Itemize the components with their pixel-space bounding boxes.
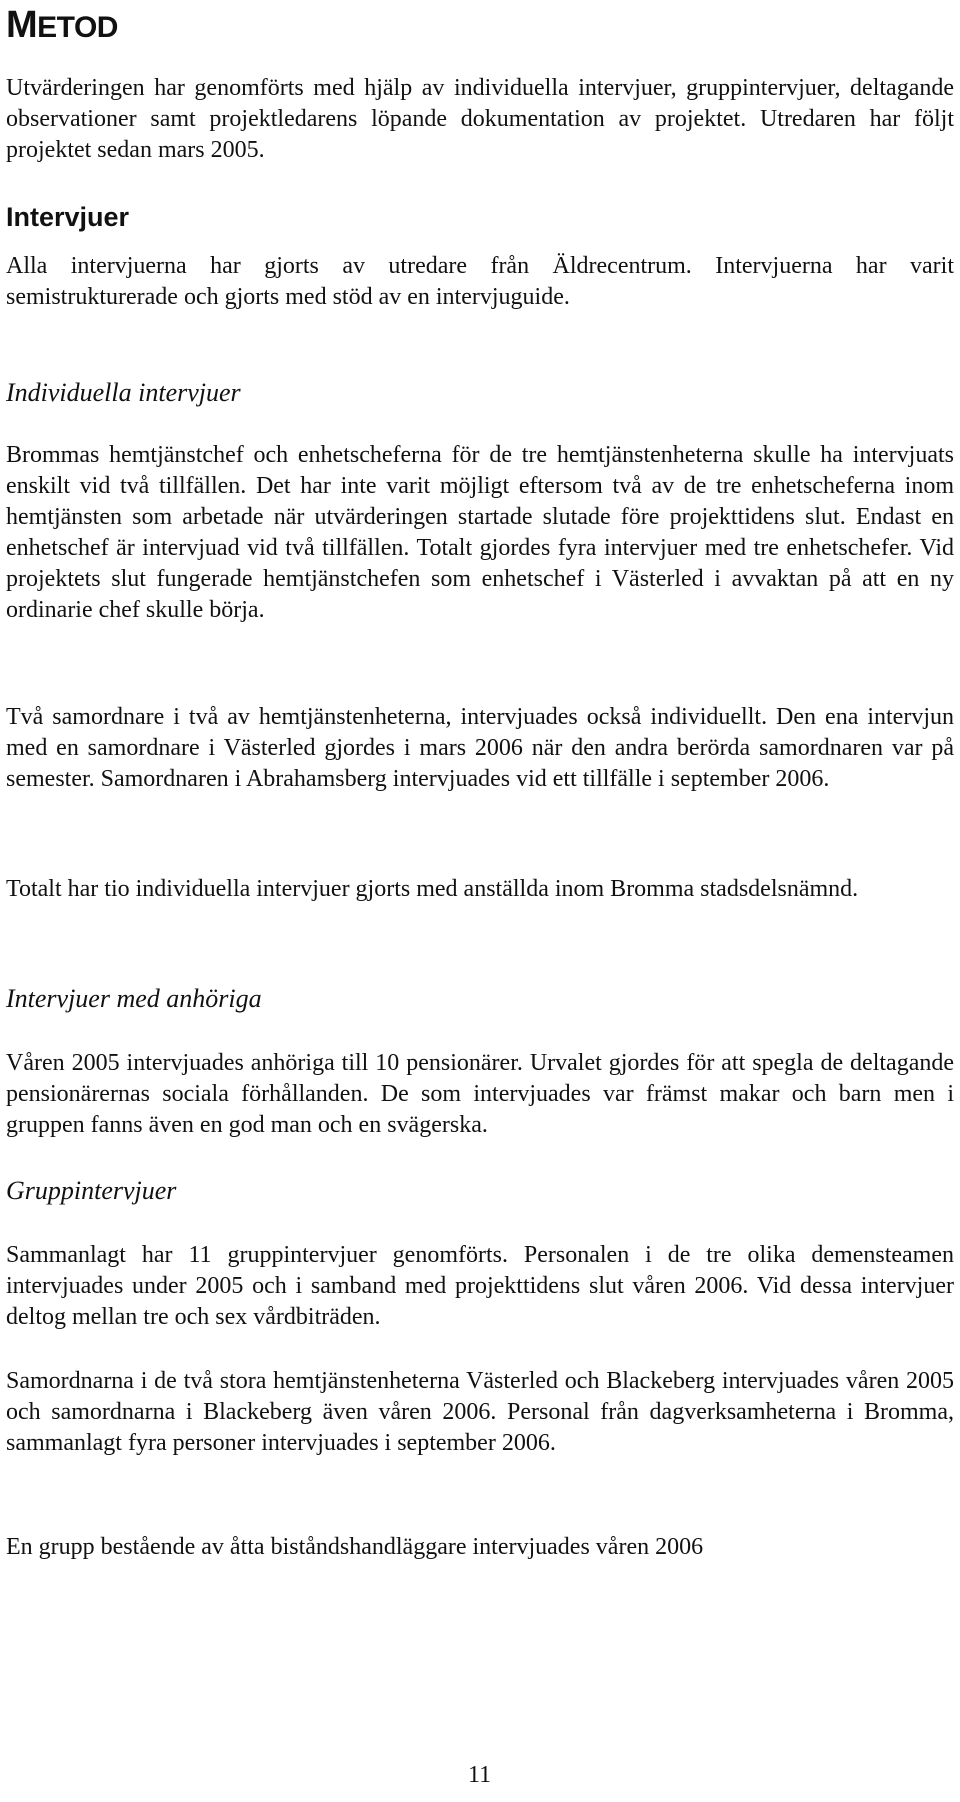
intro-paragraph: Utvärderingen har genomförts med hjälp av individuella intervjuer, gruppintervjuer, deltagande observationer samt projektledarens löpande dokumentation av projektet. Utredaren har följt projektet sedan mars 2005. (6, 75, 954, 163)
relatives-paragraph: Våren 2005 intervjuades anhöriga till 10 pensionärer. Urvalet gjordes för att spegla de deltagande pensionärernas sociala förhållanden. De som intervjuades var främst makar och barn men i gruppen fanns även en god man och en svägerska. (6, 1050, 954, 1138)
section-heading-metod (6, 4, 118, 47)
heading-first-letter: M (6, 4, 38, 46)
individual-paragraph-3: Totalt har tio individuella intervjuer gjorts med anställda inom Bromma stadsdelsnämnd. (6, 876, 859, 902)
group-paragraph-1: Sammanlagt har 11 gruppintervjuer genomförts. Personalen i de tre olika demensteamen intervjuades under 2005 och i samband med projekttidens slut våren 2006. Vid dessa intervjuer deltog mellan tre och sex vårdbiträden. (6, 1242, 954, 1330)
interviews-heading: Intervjuer (6, 202, 130, 232)
group-paragraph-3: En grupp bestående av åtta biståndshandläggare intervjuades våren 2006 (6, 1534, 704, 1560)
heading-rest: ETOD (37, 11, 118, 44)
group-interviews-heading: Gruppintervjuer (6, 1176, 177, 1205)
individual-interviews-heading: Individuella intervjuer (6, 378, 241, 407)
group-paragraph-2: Samordnarna i de två stora hemtjänstenheterna Västerled och Blackeberg intervjuades våren 2005 och samordnarna i Blackeberg även våren 2006. Personal från dagverksamheterna i Bromma, sammanlagt fyra personer intervjuades i september 2006. (6, 1368, 954, 1456)
page-number: 11 (468, 1762, 492, 1788)
interviews-paragraph: Alla intervjuerna har gjorts av utredare från Äldrecentrum. Intervjuerna har varit semistrukturerade och gjorts med stöd av en intervjuguide. (6, 253, 954, 310)
individual-paragraph-1: Brommas hemtjänstchef och enhetscheferna för de tre hemtjänstenheterna skulle ha intervjuats enskilt vid två tillfällen. Det har inte varit möjligt eftersom två av de tre enhetscheferna inom hemtjänsten som arbetade när utvärderingen startade slutade före projekttidens slut. Endast en enhetschef är intervjuad vid två tillfällen. Totalt gjordes fyra intervjuer med tre enhetschefer. Vid projektets slut fungerade hemtjänstchefen som enhetschef i Västerled i avvaktan på att en ny ordinarie chef skulle börja. (6, 442, 954, 623)
relatives-interviews-heading: Intervjuer med anhöriga (6, 984, 262, 1013)
individual-paragraph-2: Två samordnare i två av hemtjänstenheterna, intervjuades också individuellt. Den ena intervjun med en samordnare i Västerled gjordes i mars 2006 när den andra berörda samordnaren var på semester. Samordnaren i Abrahamsberg intervjuades vid ett tillfälle i september 2006. (6, 704, 954, 792)
